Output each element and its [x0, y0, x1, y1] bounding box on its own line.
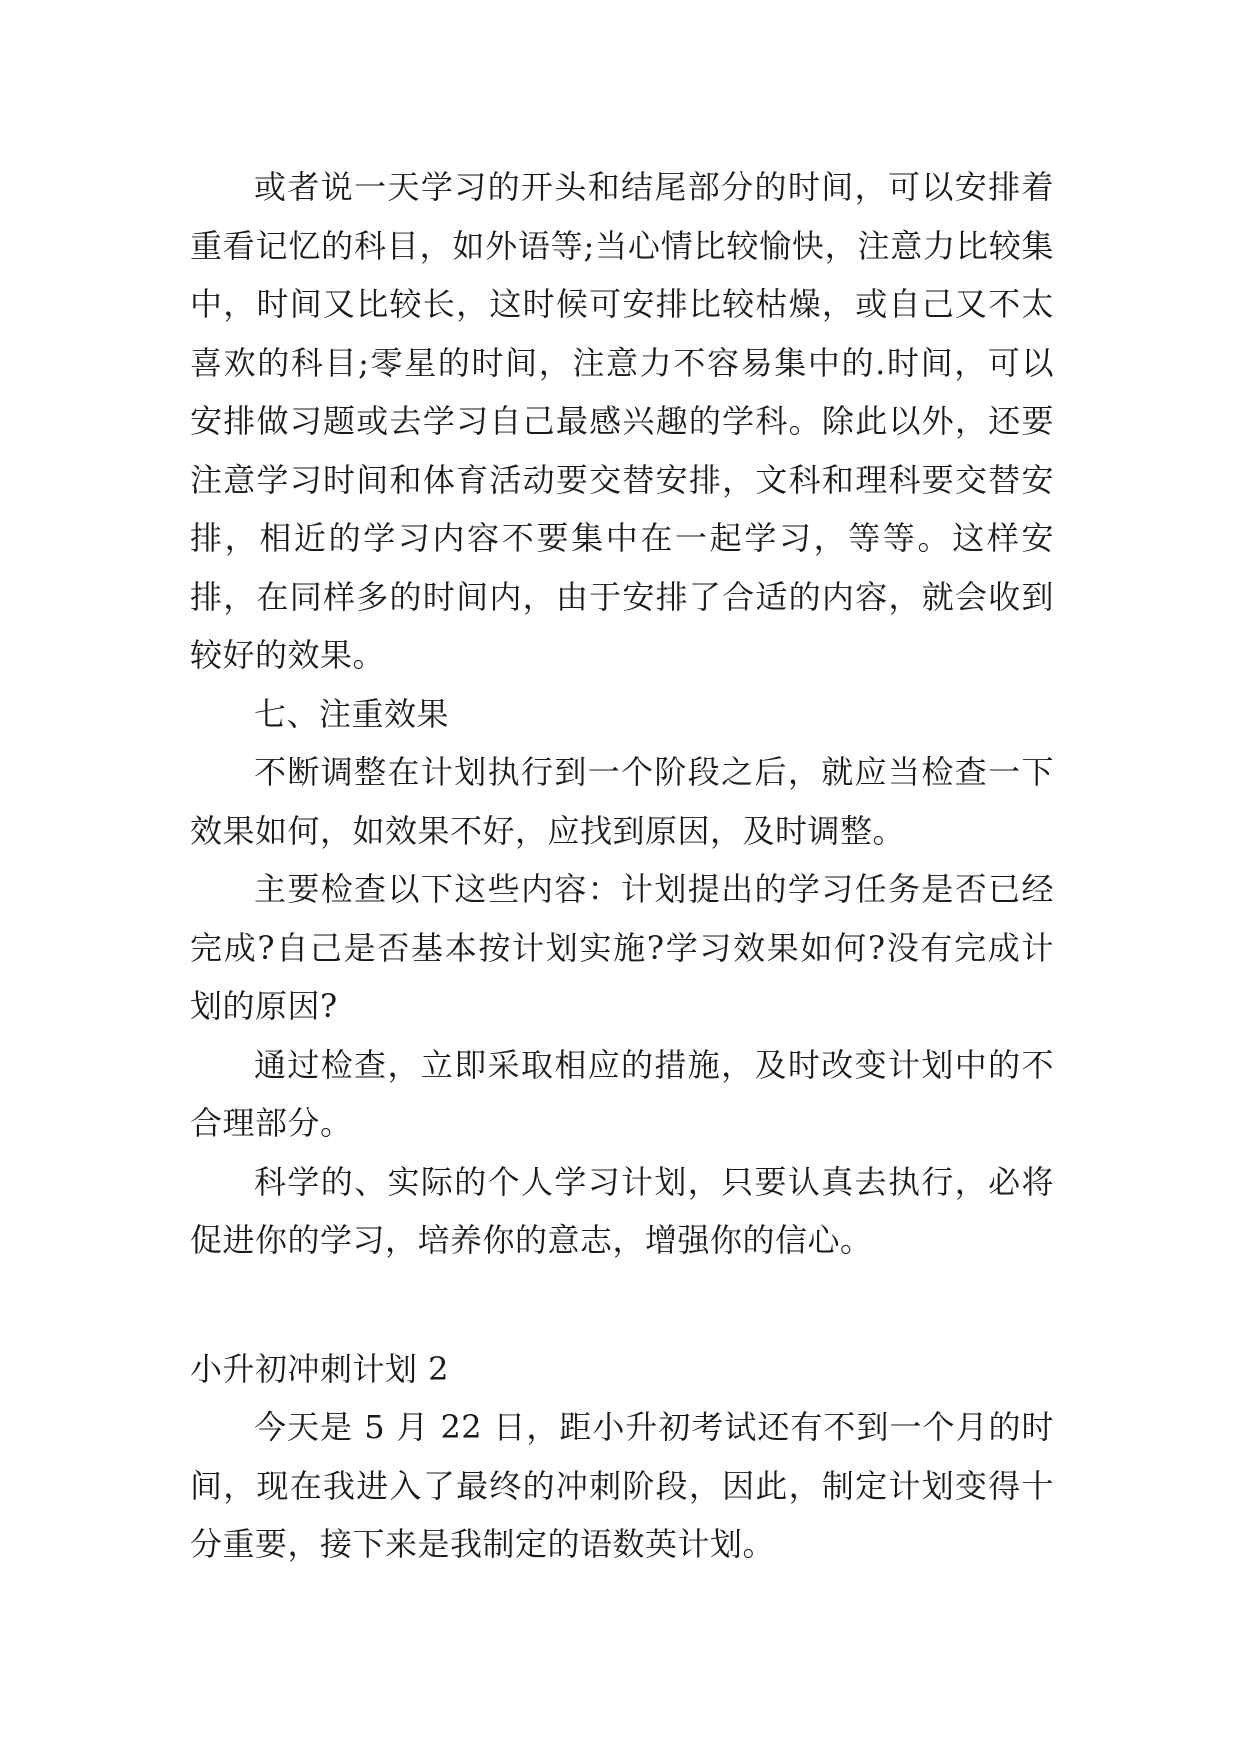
subheading-focus-on-results: 七、注重效果 — [254, 694, 450, 733]
section-spacer — [190, 1270, 1054, 1340]
document-body — [190, 158, 1054, 1574]
paragraph-time-arrangement: 或者说一天学习的开头和结尾部分的时间，可以安排着重看记忆的科目，如外语等;当心情比较愉快，注意力比较集中，时间又比较长，这时候可安排比较枯燥，或自己又不太喜欢的科目;零星的时间，注意力不容易集中的.时间，可以安排做习题或去学习自己最感兴趣的学科。除此以外，还要注意学习时间和体育活动要交替安排，文科和理科要交替安排，相近的学习内容不要集中在一起学习，等等。这样安排，在同样多的时间内，由于安排了合适的内容，就会收到较好的效果。 — [190, 168, 1054, 674]
paragraph-sprint-intro: 今天是 5 月 22 日，距小升初考试还有不到一个月的时间，现在我进入了最终的冲刺阶段，因此，制定计划变得十分重要，接下来是我制定的语数英计划。 — [190, 1408, 1054, 1563]
paragraph-adjust-plan: 不断调整在计划执行到一个阶段之后，就应当检查一下效果如何，如效果不好，应找到原因，及时调整。 — [190, 753, 1054, 850]
paragraph-conclusion: 科学的、实际的个人学习计划，只要认真去执行，必将促进你的学习，培养你的意志，增强你的信心。 — [190, 1162, 1054, 1259]
section-heading: 小升初冲刺计划 2 — [190, 1349, 450, 1388]
paragraph-take-measures: 通过检查，立即采取相应的措施，及时改变计划中的不合理部分。 — [190, 1045, 1054, 1142]
paragraph-check-items: 主要检查以下这些内容：计划提出的学习任务是否已经完成?自己是否基本按计划实施?学习效果如何?没有完成计划的原因? — [190, 870, 1054, 1025]
